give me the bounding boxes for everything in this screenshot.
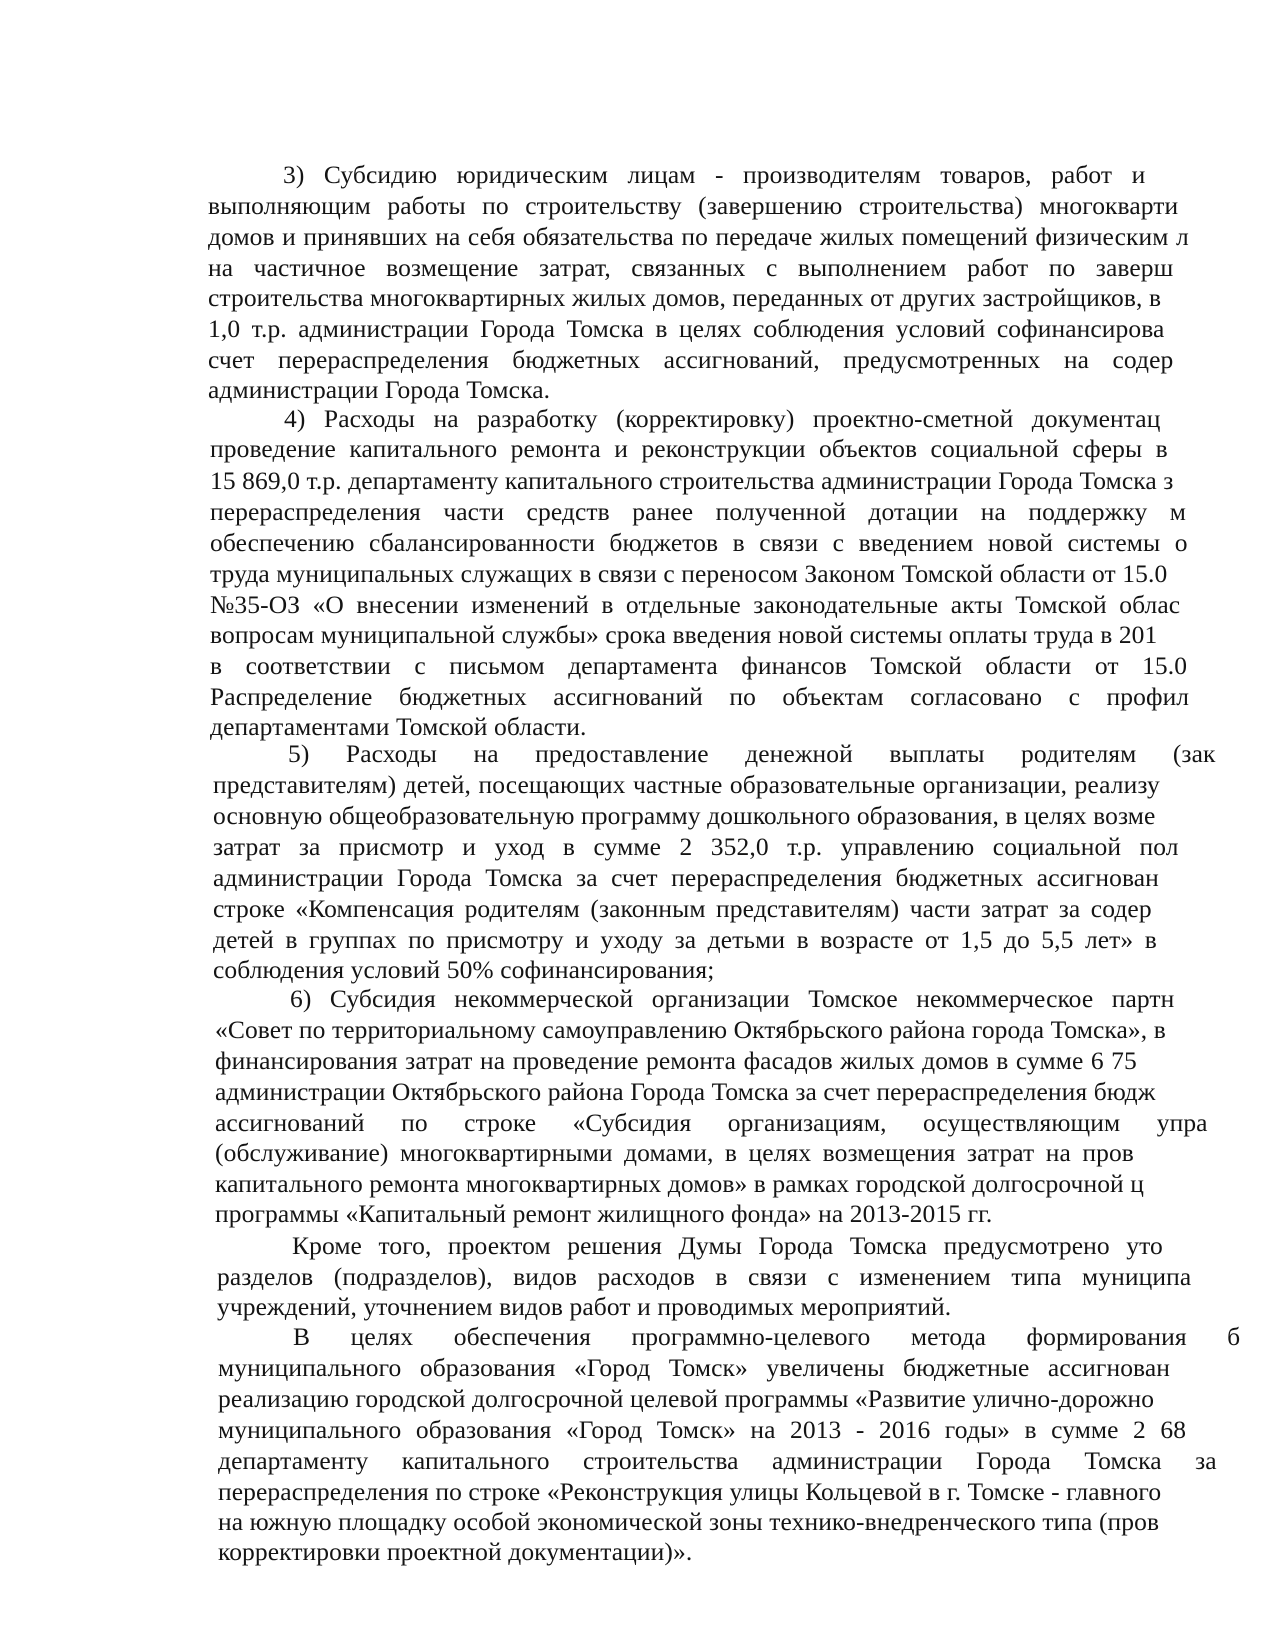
text-line: муниципального образования «Город Томск» увеличены бюджетные ассигнован <box>218 1353 1171 1382</box>
text-line: 5) Расходы на предоставление денежной выплаты родителям (зак <box>288 739 1216 768</box>
text-line: муниципального образования «Город Томск» на 2013 - 2016 годы» в сумме 2 68 <box>218 1415 1187 1444</box>
text-line: затрат за присмотр и уход в сумме 2 352,0 т.р. управлению социальной пол <box>213 832 1179 861</box>
text-line: разделов (подразделов), видов расходов в связи с изменением типа муниципа <box>217 1262 1192 1291</box>
text-line: выполняющим работы по строительству (завершению строительства) многокварти <box>208 191 1179 220</box>
text-line: В целях обеспечения программно-целевого метода формирования б <box>293 1322 1241 1351</box>
text-line: основную общеобразовательную программу дошкольного образования, в целях возме <box>213 801 1156 830</box>
text-line: корректировки проектной документации)». <box>218 1537 693 1566</box>
text-line: представителям) детей, посещающих частные образовательные организации, реализу <box>213 770 1160 799</box>
text-line: 4) Расходы на разработку (корректировку) проектно-сметной документац <box>284 404 1161 433</box>
text-line: 3) Субсидию юридическим лицам - производителям товаров, работ и <box>283 160 1146 189</box>
text-line: 1,0 т.р. администрации Города Томска в целях соблюдения условий софинансирова <box>208 314 1165 343</box>
text-line: «Совет по территориальному самоуправлению Октябрьского района города Томска», в <box>215 1015 1166 1044</box>
text-line: на частичное возмещение затрат, связанных с выполнением работ по заверш <box>208 253 1174 282</box>
text-line: №35-ОЗ «О внесении изменений в отдельные законодательные акты Томской облас <box>210 590 1181 619</box>
text-line: Распределение бюджетных ассигнований по объектам согласовано с профил <box>210 682 1190 711</box>
text-line: (обслуживание) многоквартирными домами, в целях возмещения затрат на пров <box>215 1138 1134 1167</box>
text-line: обеспечению сбалансированности бюджетов в связи с введением новой системы о <box>210 528 1188 557</box>
text-line: департаменту капитального строительства администрации Города Томска за <box>218 1446 1217 1475</box>
text-line: перераспределения части средств ранее полученной дотации на поддержку м <box>210 497 1187 526</box>
text-line: ассигнований по строке «Субсидия организациям, осуществляющим упра <box>215 1108 1208 1137</box>
text-line: вопросам муниципальной службы» срока введения новой системы оплаты труда в 201 <box>210 620 1158 649</box>
text-line: капитального ремонта многоквартирных домов» в рамках городской долгосрочной ц <box>215 1169 1145 1198</box>
text-line: труда муниципальных служащих в связи с переносом Законом Томской области от 15.0 <box>210 559 1168 588</box>
text-line: строке «Компенсация родителям (законным представителям) части затрат за содер <box>213 894 1152 923</box>
text-line: 6) Субсидия некоммерческой организации Томское некоммерческое партн <box>290 984 1175 1013</box>
text-line: строительства многоквартирных жилых домов, переданных от других застройщиков, в <box>208 283 1162 312</box>
text-line: администрации Октябрьского района Города Томска за счет перераспределения бюдж <box>215 1077 1156 1106</box>
text-line: программы «Капитальный ремонт жилищного фонда» на 2013-2015 гг. <box>215 1199 993 1228</box>
text-line: на южную площадку особой экономической зоны технико-внедренческого типа (пров <box>218 1507 1160 1536</box>
text-line: реализацию городской долгосрочной целевой программы «Развитие улично-дорожно <box>218 1384 1155 1413</box>
text-line: учреждений, уточнением видов работ и проводимых мероприятий. <box>217 1292 952 1321</box>
text-line: департаментами Томской области. <box>210 712 587 741</box>
text-line: в соответствии с письмом департамента финансов Томской области от 15.0 <box>210 651 1188 680</box>
text-line: администрации Города Томска за счет перераспределения бюджетных ассигнован <box>213 863 1159 892</box>
text-line: финансирования затрат на проведение ремонта фасадов жилых домов в сумме 6 75 <box>215 1046 1137 1075</box>
text-line: домов и принявших на себя обязательства по передаче жилых помещений физическим л <box>208 222 1189 251</box>
text-line: перераспределения по строке «Реконструкция улицы Кольцевой в г. Томске - главного <box>218 1477 1162 1506</box>
text-line: Кроме того, проектом решения Думы Города Томска предусмотрено уто <box>292 1231 1163 1260</box>
text-line: проведение капитального ремонта и реконструкции объектов социальной сферы в <box>210 434 1168 463</box>
text-line: счет перераспределения бюджетных ассигнований, предусмотренных на содер <box>208 345 1174 374</box>
text-line: соблюдения условий 50% софинансирования; <box>213 955 715 984</box>
text-line: администрации Города Томска. <box>208 375 551 404</box>
text-line: 15 869,0 т.р. департаменту капитального строительства администрации Города Томска з <box>210 466 1174 495</box>
text-line: детей в группах по присмотру и уходу за детьми в возрасте от 1,5 до 5,5 лет» в <box>213 925 1157 954</box>
